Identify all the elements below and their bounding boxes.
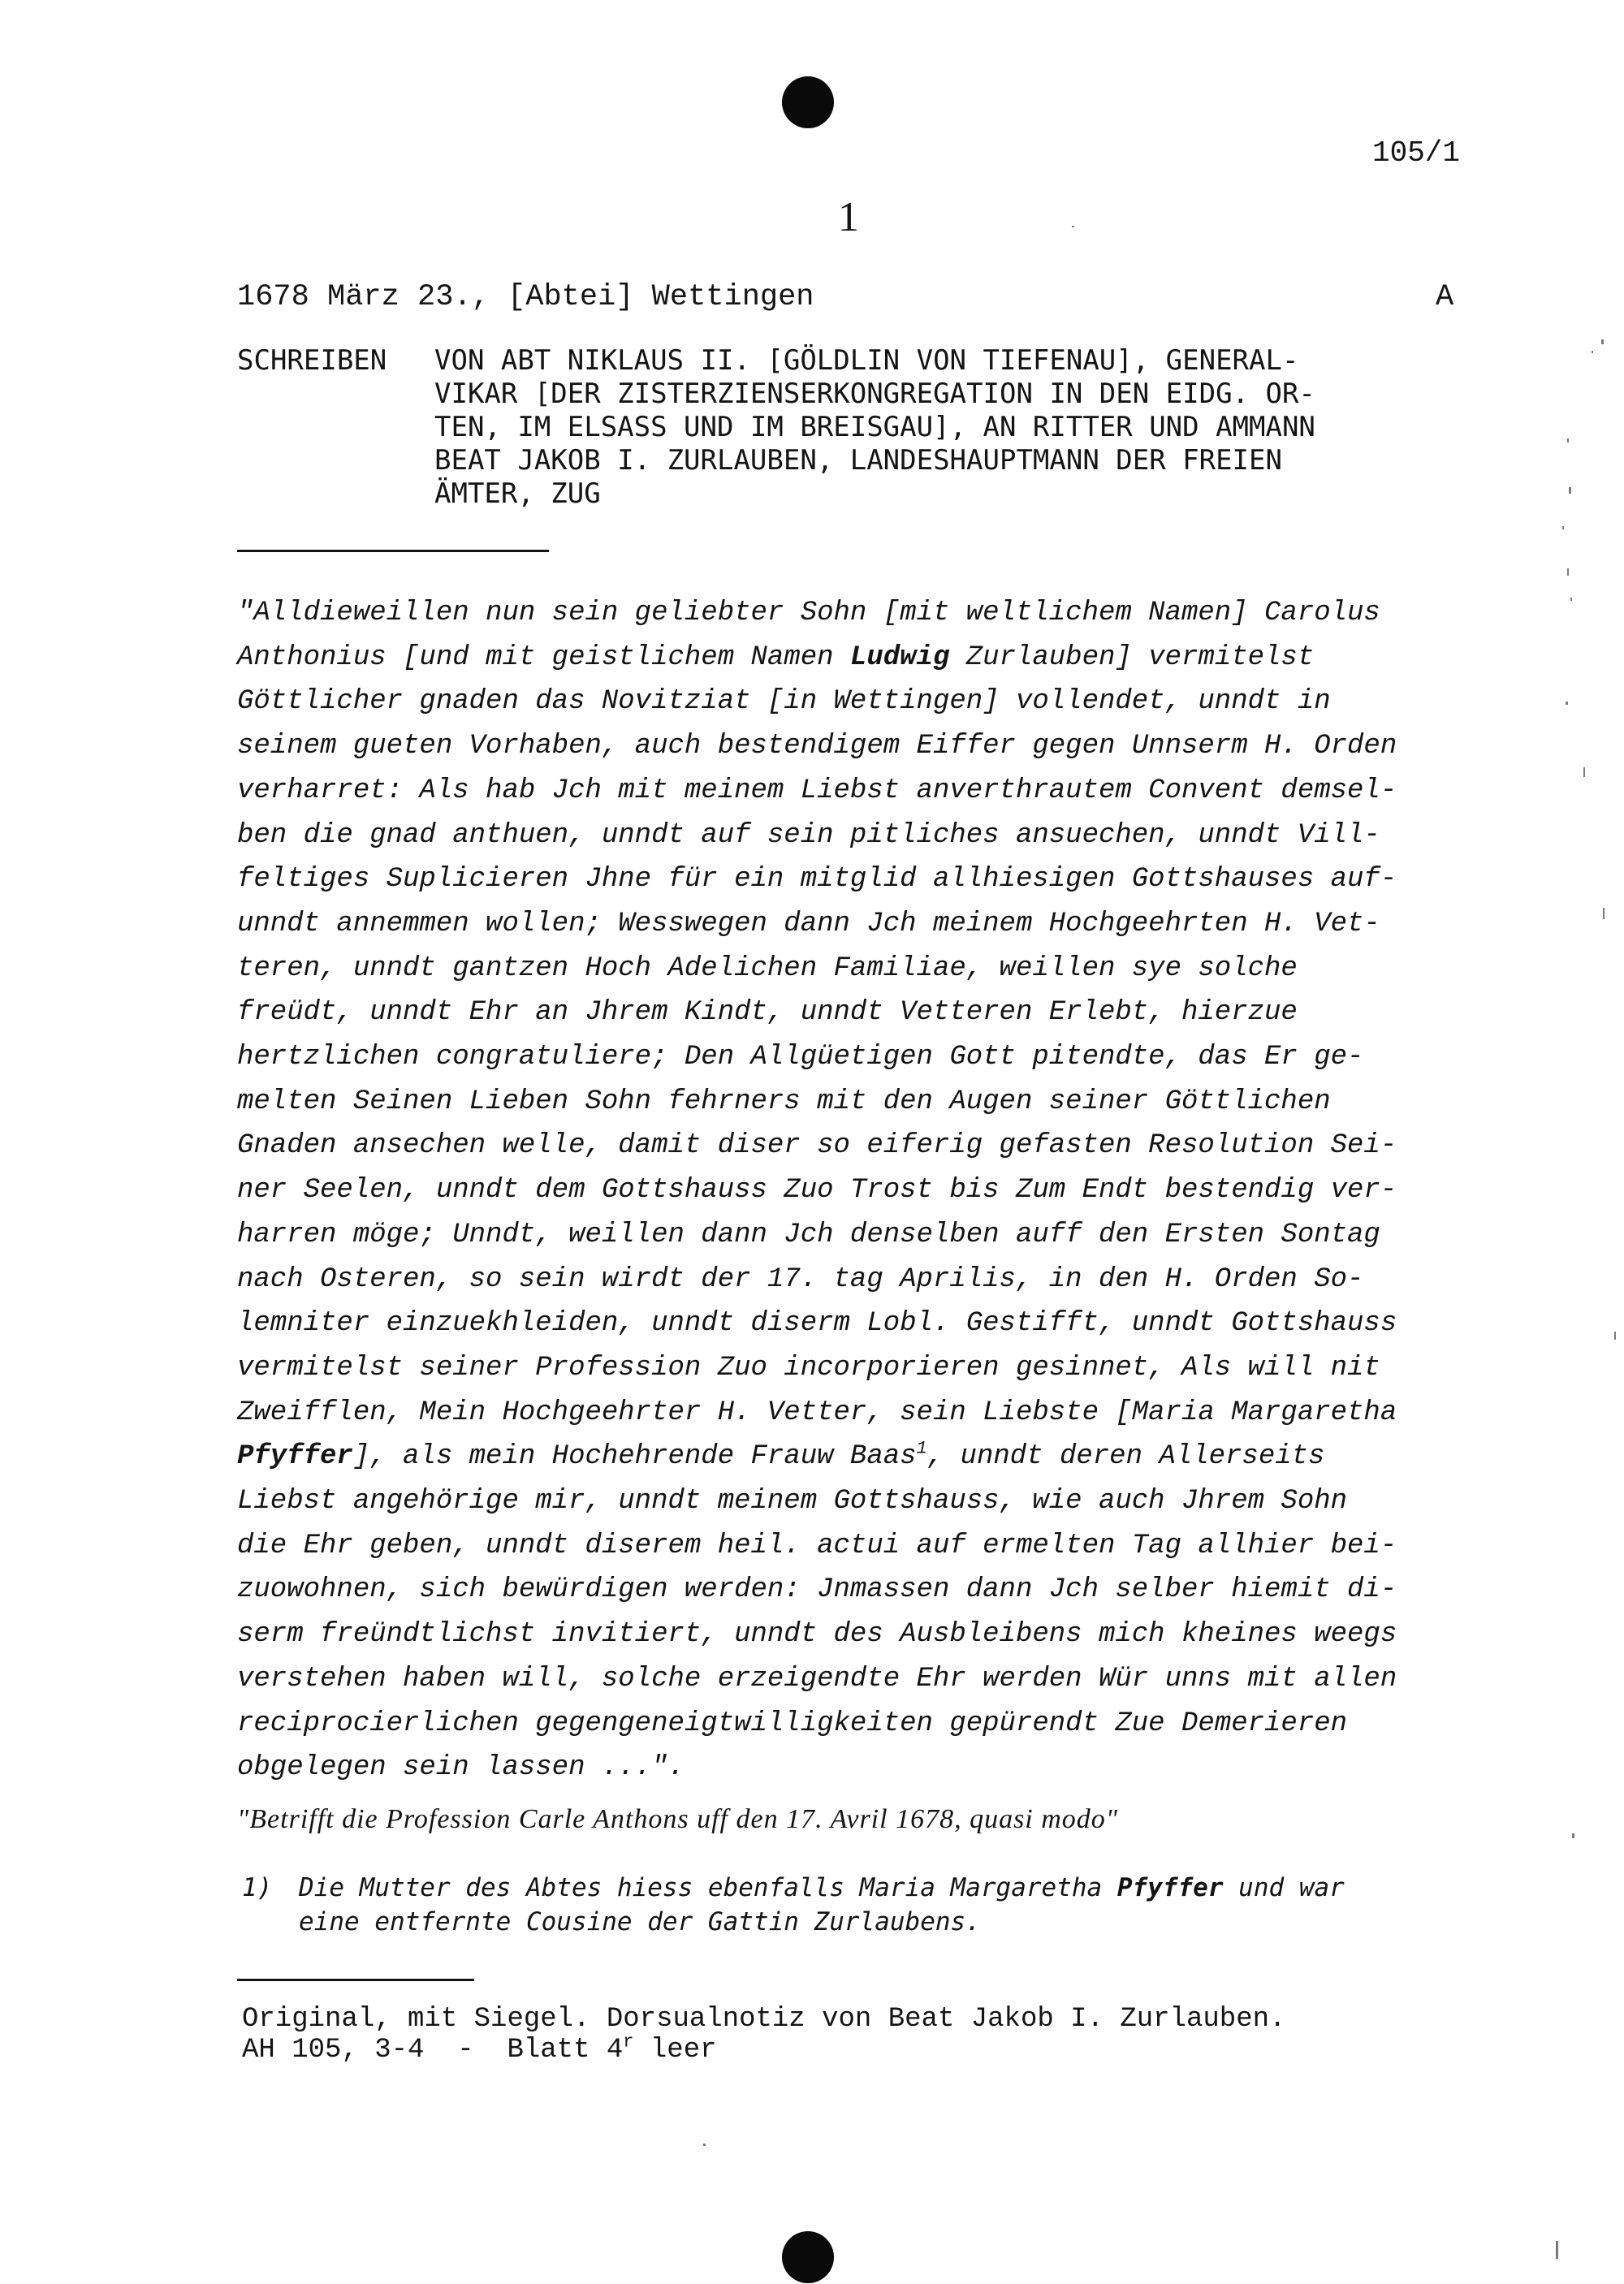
body-line: Anthonius [und mit geistlichem Namen Ludwig Zurlauben] vermitelst	[237, 641, 1315, 673]
body-line: vermitelst seiner Profession Zuo incorporieren gesinnet, Als will nit	[237, 1352, 1380, 1384]
body-line: seinem gueten Vorhaben, auch bestendigem Eiffer gegen Unnserm H. Orden	[237, 731, 1397, 762]
document-title	[434, 344, 1315, 511]
scan-speck	[1566, 702, 1568, 705]
title-line: TEN, IM ELSASS UND IM BREISGAU], AN RITTER UND AMMANN	[434, 411, 1315, 443]
footnote	[242, 1871, 1345, 1939]
source-divider	[237, 1979, 474, 1981]
body-line: Liebst angehörige mir, unndt meinem Gottshauss, wie auch Jhrem Sohn	[237, 1486, 1348, 1518]
body-line: lemniter einzuekhleiden, unndt diserm Lobl. Gestifft, unndt Gottshauss	[237, 1308, 1397, 1340]
body-line: ner Seelen, unndt dem Gottshauss Zuo Trost bis Zum Endt bestendig ver-	[237, 1175, 1397, 1207]
body-line: Zweifflen, Mein Hochgeehrter H. Vetter, sein Liebste [Maria Margaretha	[237, 1397, 1397, 1428]
scan-speck	[1592, 351, 1593, 353]
reference-id: 105/1	[1372, 136, 1461, 170]
scan-speck	[1072, 226, 1074, 227]
footnote-line: 1) Die Mutter des Abtes hiess ebenfalls Maria Margaretha Pfyffer und war	[242, 1871, 1345, 1905]
scan-speck	[1583, 767, 1585, 777]
title-line: VON ABT NIKLAUS II. [GÖLDLIN VON TIEFENAU], GENERAL-	[434, 344, 1299, 377]
name-pfyffer: Pfyffer	[237, 1441, 353, 1473]
body-line: freüdt, unndt Ehr an Jhrem Kindt, unndt Vetteren Erlebt, hierzue	[237, 997, 1298, 1029]
dorsal-note: "Betrifft die Profession Carle Anthons uff den 17. Avril 1678, quasi modo"	[237, 1804, 1119, 1834]
body-line: teren, unndt gantzen Hoch Adelichen Familiae, weillen sye solche	[237, 952, 1298, 984]
letter-transcription	[237, 591, 1397, 1790]
category-letter: A	[1436, 280, 1454, 314]
source-note	[242, 2004, 1285, 2066]
scan-speck	[1603, 908, 1605, 919]
body-line: reciprocierlichen gegengeneigtwilligkeiten gepürendt Zue Demerieren	[237, 1708, 1348, 1739]
footnote-line: eine entfernte Cousine der Gattin Zurlaubens.	[299, 1907, 981, 1936]
folio-recto-mark: r	[623, 2031, 634, 2053]
body-line: feltiges Suplicieren Jhne für ein mitglid allhiesigen Gottshauses auf-	[237, 864, 1397, 896]
scan-speck	[1601, 339, 1604, 344]
name-ludwig: Ludwig	[849, 641, 950, 673]
body-line: harren möge; Unndt, weillen dann Jch denselben auff den Ersten Sontag	[237, 1219, 1380, 1250]
body-line: obgelegen sein lassen ...".	[237, 1752, 685, 1784]
document-type-label: SCHREIBEN	[237, 344, 387, 377]
title-line: BEAT JAKOB I. ZURLAUBEN, LANDESHAUPTMANN DER FREIEN	[434, 444, 1282, 477]
body-line: Pfyffer], als mein Hochehrende Frauw Baas$^1$, unndt deren Allerseits	[237, 1439, 1325, 1473]
source-line: Original, mit Siegel. Dorsualnotiz von Beat Jakob I. Zurlauben.	[242, 2004, 1286, 2035]
page-number: 1	[838, 194, 859, 240]
title-divider	[237, 550, 549, 552]
body-line: die Ehr geben, unndt diserem heil. actui auf ermelten Tag allhier bei-	[237, 1530, 1397, 1561]
body-line: "Alldieweillen nun sein geliebter Sohn [mit weltlichem Namen] Carolus	[237, 598, 1380, 628]
body-line: zuowohnen, sich bewürdigen werden: Jnmassen dann Jch selber hiemit di-	[237, 1574, 1397, 1606]
footnote-marker: 1)	[242, 1873, 273, 1902]
scan-speck	[1570, 598, 1572, 601]
body-line: verharret: Als hab Jch mit meinem Liebst anverthrautem Convent demsel-	[237, 775, 1397, 806]
scan-speck	[1567, 438, 1569, 443]
body-line: verstehen haben will, solche erzeigendte Ehr werden Wür unns mit allen	[237, 1663, 1397, 1695]
footnote-reference: 1	[916, 1439, 927, 1460]
scan-speck	[1556, 2241, 1558, 2259]
source-line: AH 105, 3-4 - Blatt 4$^r$ leer	[242, 2031, 717, 2066]
scan-speck	[1567, 568, 1569, 576]
body-line: Gnaden ansechen welle, damit diser so eiferig gefasten Resolution Sei-	[237, 1130, 1397, 1162]
scan-speck	[1562, 526, 1564, 529]
title-line: VIKAR [DER ZISTERZIENSERKONGREGATION IN DEN EIDG. OR-	[434, 378, 1315, 410]
scan-speck	[1569, 487, 1571, 494]
punch-hole-bottom	[782, 2231, 834, 2283]
date-place: 1678 März 23., [Abtei] Wettingen	[237, 280, 814, 314]
body-line: ben die gnad anthuen, unndt auf sein pitliches ansuechen, unndt Vill-	[237, 819, 1380, 851]
punch-hole-top	[782, 76, 834, 128]
body-line: serm freündtlichst invitiert, unndt des Ausbleibens mich kheines weegs	[237, 1619, 1397, 1651]
body-line: Göttlicher gnaden das Novitziat [in Wettingen] vollendet, unndt in	[237, 686, 1331, 718]
body-line: nach Osteren, so sein wirdt der 17. tag Aprilis, in den H. Orden So-	[237, 1263, 1364, 1295]
scan-speck	[1614, 1332, 1616, 1340]
body-line: unndt annemmen wollen; Wesswegen dann Jch meinem Hochgeehrten H. Vet-	[237, 908, 1380, 939]
scan-speck	[1572, 1833, 1574, 1838]
scan-speck	[703, 2144, 706, 2146]
body-line: hertzlichen congratuliere; Den Allgüetigen Gott pitendte, das Er ge-	[237, 1042, 1364, 1073]
footnote-name-pfyffer: Pfyffer	[1116, 1873, 1224, 1902]
body-line: melten Seinen Lieben Sohn fehrners mit den Augen seiner Göttlichen	[237, 1086, 1331, 1117]
title-line: ÄMTER, ZUG	[434, 477, 601, 510]
